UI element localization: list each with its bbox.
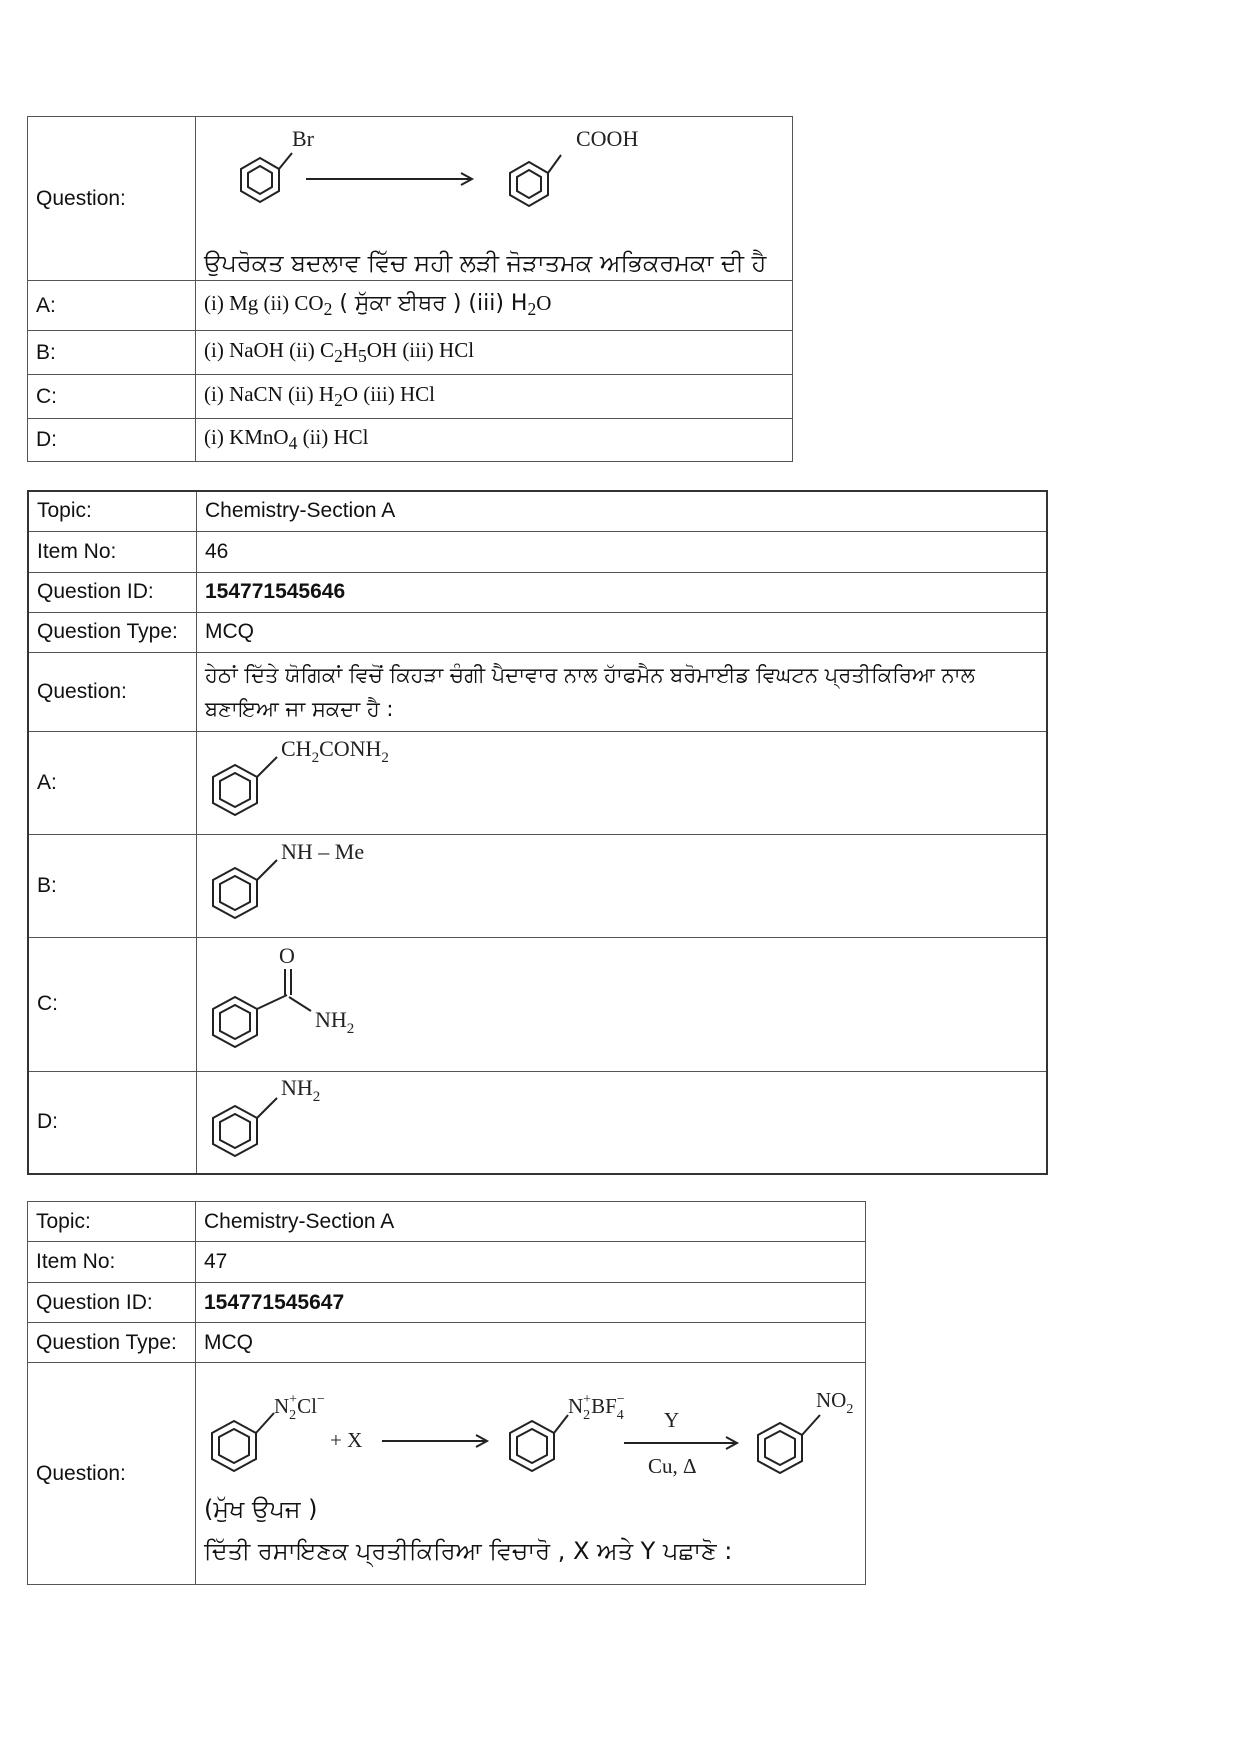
- main-product-note: (ਮੁੱਖ ਉਪਜ ): [204, 1494, 318, 1523]
- option-text: (ii) HCl: [297, 425, 369, 450]
- option-b[interactable]: [197, 834, 1048, 937]
- bond-line: [802, 1415, 820, 1435]
- question-type-label: Question Type:: [28, 612, 197, 652]
- option-text: O (iii) HCl: [342, 381, 435, 406]
- bond-line: [257, 995, 287, 1009]
- question-table-45: [27, 116, 793, 462]
- bond-line: [257, 757, 277, 777]
- product-group-label: COOH: [576, 125, 639, 151]
- benzene-ring-icon: [213, 868, 257, 918]
- subscript: 2: [334, 390, 343, 411]
- bond-line: [279, 153, 292, 169]
- bond-line: [257, 860, 277, 880]
- option-text: H: [342, 337, 358, 362]
- question-label: Question:: [28, 652, 197, 731]
- question-text: ਉਪਰੋਕਤ ਬਦਲਾਵ ਵਿੱਚ ਸਹੀ ਲੜੀ ਜੋੜਾਤਮਕ ਅਭਿਕਰਮਕਾ ਦੀ ਹੈ: [204, 248, 767, 277]
- substituent-label: NH – Me: [281, 838, 365, 864]
- diazonium-fluoroborate-label: $N_2+BF_4-$: [568, 1391, 625, 1423]
- option-c[interactable]: [197, 937, 1048, 1071]
- structure-diagram: [197, 939, 517, 1069]
- item-no-label: Item No:: [28, 1242, 196, 1283]
- bond-line: [256, 1413, 274, 1433]
- topic-label: Topic:: [28, 491, 197, 531]
- benzene-ring-icon: [213, 1106, 257, 1156]
- topic-value: Chemistry-Section A: [196, 1202, 866, 1242]
- question-content: [196, 117, 793, 281]
- bond-line: [554, 1415, 568, 1433]
- benzene-ring-icon: [510, 1421, 554, 1471]
- subscript: 5: [357, 346, 367, 367]
- question-label: Question:: [28, 117, 196, 281]
- substituent-label: $NH_2$: [281, 1075, 321, 1106]
- question-id-label: Question ID:: [28, 1283, 196, 1323]
- diazonium-chloride-label: $N_2+Cl^-$: [274, 1391, 325, 1423]
- option-text: ( ਸੁੱਕਾ ਈਥਰ ) (iii) H: [332, 290, 528, 316]
- question-type-label: Question Type:: [28, 1323, 196, 1363]
- option-text: O: [536, 290, 552, 315]
- option-label-d: D:: [28, 419, 196, 462]
- benzene-ring-icon: [758, 1423, 802, 1473]
- benzene-ring-icon: [510, 162, 548, 206]
- bond-line: [548, 155, 561, 173]
- benzene-ring-icon: [213, 997, 257, 1047]
- option-text: (i) KMnO: [204, 425, 289, 450]
- question-table-47: [27, 1201, 866, 1585]
- subscript: 2: [323, 299, 333, 320]
- option-c[interactable]: [196, 375, 793, 419]
- option-d[interactable]: [197, 1071, 1048, 1174]
- bond-line: [289, 997, 311, 1011]
- question-type-value: MCQ: [196, 1323, 866, 1363]
- structure-diagram: [197, 836, 517, 936]
- reactant-group-label: Br: [292, 125, 314, 151]
- option-text: OH (iii) HCl: [366, 337, 475, 362]
- question-label: Question:: [28, 1363, 196, 1585]
- option-label-d: D:: [28, 1071, 197, 1174]
- structure-diagram: [197, 733, 517, 833]
- option-label-a: A:: [28, 281, 196, 331]
- question-id-label: Question ID:: [28, 572, 197, 612]
- item-no-value: 47: [196, 1242, 866, 1283]
- question-text: ਹੇਠਾਂ ਦਿੱਤੇ ਯੋਗਿਕਾਂ ਵਿਚੋਂ ਕਿਹੜਾ ਚੰਗੀ ਪੈਦਾਵਾਰ ਨਾਲ ਹਾੱਫਮੈਨ ਬਰੋਮਾਈਡ ਵਿਘਟਨ ਪ੍ਰਤੀਕਿਰਿਆ ਨਾਲ ਬਣਾਇਆ ਜਾ ਸਕਦਾ ਹੈ :: [197, 652, 1048, 731]
- option-label-c: C:: [28, 375, 196, 419]
- question-id-value: 154771545646: [197, 572, 1048, 612]
- oxygen-label: O: [279, 943, 295, 968]
- option-label-a: A:: [28, 731, 197, 834]
- option-text: (i) NaCN (ii) H: [204, 381, 335, 406]
- question-text: ਦਿੱਤੀ ਰਸਾਇਣਕ ਪ੍ਰਤੀਕਿਰਿਆ ਵਿਚਾਰੋ , X ਅਤੇ Y ਪਛਾਣੋ :: [204, 1536, 733, 1565]
- substituent-label: $NH_2$: [315, 1007, 355, 1037]
- item-no-value: 46: [197, 531, 1048, 572]
- substituent-label: $CH_2CONH_2$: [281, 735, 389, 766]
- option-a[interactable]: [197, 731, 1048, 834]
- product-group-label: $NO_2$: [816, 1387, 854, 1417]
- question-table-46: [27, 490, 1048, 1175]
- structure-diagram: [197, 1072, 517, 1172]
- question-content: [196, 1363, 866, 1585]
- reaction-scheme: [196, 1383, 876, 1493]
- topic-label: Topic:: [28, 1202, 196, 1242]
- option-a[interactable]: [196, 281, 793, 331]
- item-no-label: Item No:: [28, 531, 197, 572]
- option-label-c: C:: [28, 937, 197, 1071]
- benzene-ring-icon: [241, 158, 279, 202]
- subscript: 2: [527, 299, 537, 320]
- subscript: 4: [288, 433, 298, 454]
- question-id-value: 154771545647: [196, 1283, 866, 1323]
- reagent-y-label: Y: [664, 1407, 680, 1432]
- option-b[interactable]: [196, 331, 793, 375]
- option-label-b: B:: [28, 331, 196, 375]
- benzene-ring-icon: [212, 1421, 256, 1471]
- reaction-scheme: [196, 121, 808, 241]
- option-d[interactable]: [196, 419, 793, 462]
- subscript: 2: [334, 346, 343, 367]
- option-text: (i) Mg (ii) CO: [204, 290, 324, 315]
- topic-value: Chemistry-Section A: [197, 491, 1048, 531]
- bond-line: [257, 1098, 277, 1118]
- question-type-value: MCQ: [197, 612, 1048, 652]
- plus-x-label: + X: [330, 1427, 363, 1452]
- benzene-ring-icon: [213, 765, 257, 815]
- option-text: (i) NaOH (ii) C: [204, 337, 335, 362]
- option-label-b: B:: [28, 834, 197, 937]
- condition-label: Cu, Δ: [648, 1453, 697, 1478]
